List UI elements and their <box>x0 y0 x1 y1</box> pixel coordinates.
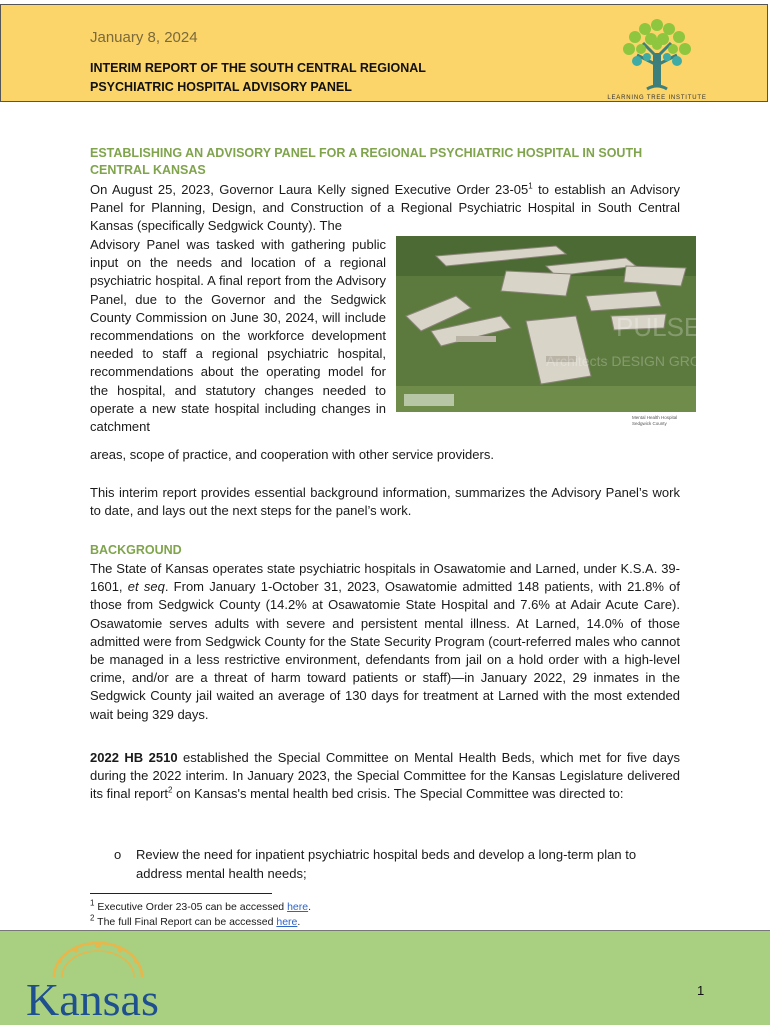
footnote-2-end: . <box>297 916 301 928</box>
page-footer <box>0 930 770 1025</box>
advisory-panel-paragraph-end: areas, scope of practice, and cooperation with other service providers. <box>90 447 494 462</box>
tree-icon <box>607 13 707 95</box>
footnote-ref-1[interactable]: 1 <box>528 181 533 191</box>
report-title-line1: INTERIM REPORT OF THE SOUTH CENTRAL REGIONAL <box>90 61 426 75</box>
svg-text:Architects DESIGN GROUP: Architects DESIGN GROUP <box>546 353 721 369</box>
footnote-2 <box>90 915 300 929</box>
page-number: 1 <box>697 983 705 998</box>
intro-text: On August 25, 2023, Governor Laura Kelly signed Executive Order 23-05 <box>90 182 529 197</box>
footnote-2-link[interactable]: here <box>276 916 298 928</box>
image-caption-line2: Sedgwick County <box>632 421 667 426</box>
footnote-1-end: . <box>308 901 311 913</box>
advisory-panel-paragraph: Advisory Panel was tasked with gathering public input on the needs and location of a regional psychiatric hospital. A final report from the Advisory Panel, due to the Governor and the Sedgwick County Commission on June 30, 2024, will include recommendations on the workforce development needed to staff a regional psychiatric hospital, recommendations about the operating model for the hospital, and statutory changes needed to operate a new state hospital including changes in catchment <box>90 237 386 435</box>
report-title-line2: PSYCHIATRIC HOSPITAL ADVISORY PANEL <box>90 80 352 94</box>
background-text-cont: . From January 1-October 31, 2023, Osawatomie admitted 148 patients, with 21.8% of those from Sedgwick County (14.2% at Osawatomie State Hospital and 7.6% at Adair Acute Care). Osawatomie serves adults with severe and persistent mental illness. At Larned, 14.0% of those admitted were from Sedgwick County for the State Security Program (court-referred males who cannot be managed in a less restrictive environment, defendants from jail on a hold order with a high-level crime, and/or are a threat of harm toward patients or staff)—in January 2022, 29 inmates in the Sedgwick County jail waited an average of 130 days for treatment at Larned with the most extended wait being 329 days. <box>90 579 681 722</box>
report-date: January 8, 2024 <box>90 29 198 46</box>
section-heading-background: BACKGROUND <box>90 543 182 557</box>
report-title <box>90 59 510 97</box>
list-item-text: Review the need for inpatient psychiatric hospital beds and develop a long-term plan to address mental health needs; <box>136 847 637 881</box>
background-paragraph <box>90 560 680 724</box>
footnote-1-link[interactable]: here <box>287 901 309 913</box>
image-caption-line1: Mental Health Hospital <box>632 415 678 420</box>
image-caption <box>632 415 692 427</box>
background-text: The State of Kansas operates state psychiatric hospitals in Osawatomie and Larned, under K.S.A. 39-1601, <box>90 561 680 595</box>
kansas-logo <box>24 937 172 1025</box>
hospital-rendering-image <box>396 236 721 412</box>
footnote-1 <box>90 900 311 914</box>
learning-tree-logo <box>607 13 707 103</box>
footnote-1-text: Executive Order 23-05 can be accessed <box>94 901 288 913</box>
footnote-1-number: 1 <box>90 898 95 908</box>
page-header <box>0 4 768 102</box>
footnote-2-text: The full Final Report can be accessed <box>94 916 277 928</box>
section-heading-advisory-panel: ESTABLISHING AN ADVISORY PANEL FOR A REGIONAL PSYCHIATRIC HOSPITAL IN SOUTH CENTRAL KANSAS <box>90 146 643 177</box>
hb2510-bill-name: 2022 HB 2510 <box>90 750 178 765</box>
hb2510-text-cont: on Kansas's mental health bed crisis. The Special Committee was directed to: <box>172 786 624 802</box>
bullet-marker: o <box>114 847 122 862</box>
footnote-ref-2[interactable]: 2 <box>168 786 173 796</box>
hb2510-paragraph <box>90 749 680 804</box>
background-text-italic: et seq <box>127 579 165 595</box>
hb2510-text: established the Special Committee on Mental Health Beds, which met for five days during the 2022 interim. In January 2023, the Special Committee for the Kansas Legislature delivered its final report <box>90 750 680 802</box>
intro-paragraph <box>90 181 680 236</box>
interim-report-paragraph: This interim report provides essential background information, summarizes the Advisory Panel’s work to date, and lays out the next steps for the panel’s work. <box>90 485 680 519</box>
svg-text:PULSE: PULSE <box>616 312 702 342</box>
intro-text-cont: to establish an Advisory Panel for Planning, Design, and Construction of a Regional Psychiatric Hospital in South Central Kansas (specifically Sedgwick County). The <box>90 182 680 234</box>
logo-caption: LEARNING TREE INSTITUTE <box>607 95 707 101</box>
footnote-divider <box>90 893 272 894</box>
kansas-wordmark: Kansas <box>26 974 159 1025</box>
footnote-2-number: 2 <box>90 913 95 923</box>
